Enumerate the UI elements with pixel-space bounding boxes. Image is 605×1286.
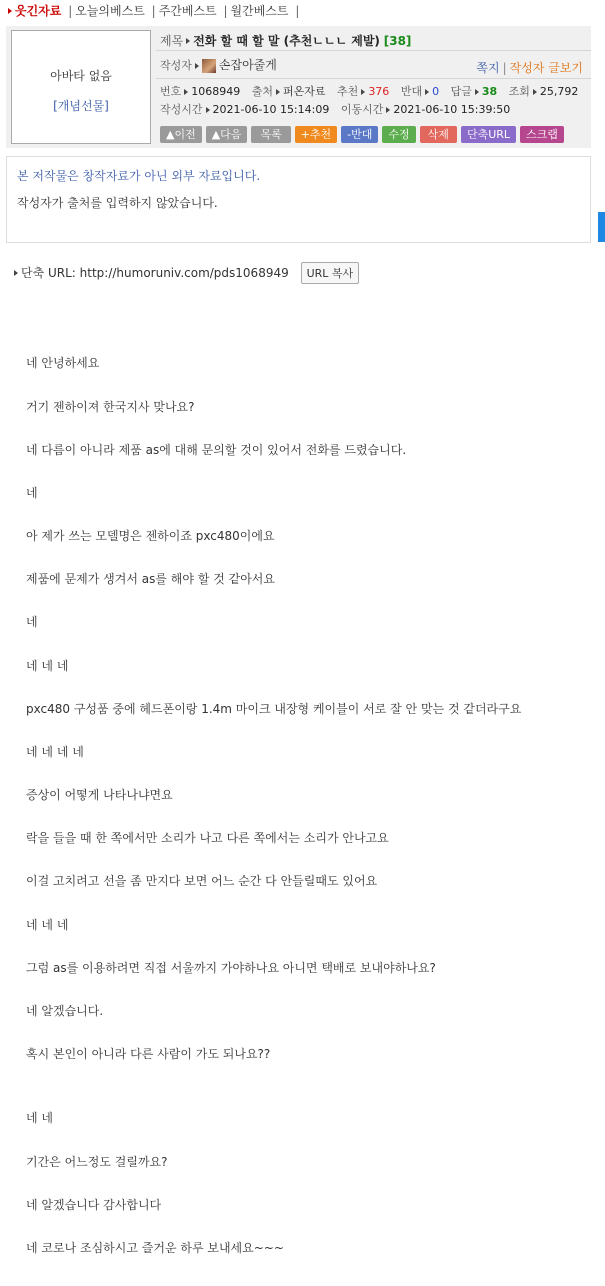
num-label: 번호	[160, 85, 182, 98]
opp-label: 반대	[400, 85, 423, 98]
link-separator: |	[502, 61, 507, 75]
delete-button[interactable]: 삭제	[420, 126, 457, 143]
writer-level-icon	[202, 59, 216, 73]
created-time: 2021-06-10 15:14:09	[212, 103, 330, 116]
body-line: 제품에 문제가 생겨서 as를 해야 할 것 같아서요	[26, 572, 275, 586]
body-line: 네 안녕하세요	[26, 356, 100, 370]
nav-separator: |	[223, 4, 228, 18]
nav-weekly-best[interactable]: 주간베스트	[158, 4, 217, 18]
notice-no-source: 작성자가 출처를 입력하지 않았습니다.	[17, 196, 218, 210]
body-line: 네 알겠습니다 감사합니다	[26, 1198, 162, 1212]
body-line: 네 네	[26, 1111, 53, 1125]
avatar	[11, 30, 151, 144]
reply-label: 답글	[450, 85, 472, 98]
arrow-icon	[533, 89, 537, 95]
body-line: 네 네 네	[26, 918, 69, 932]
oppose-button[interactable]: -반대	[341, 126, 378, 143]
nav-separator: |	[68, 4, 73, 18]
nav-monthly-best[interactable]: 월간베스트	[230, 4, 289, 18]
body-line: 네 코로나 조심하시고 즐거운 하루 보내세요~~~	[26, 1241, 284, 1255]
views-label: 조회	[508, 85, 530, 98]
post-info-box	[6, 26, 591, 148]
gift-link[interactable]: [개념선물]	[53, 99, 109, 113]
nav-separator: |	[295, 4, 300, 18]
post-title: 전화 할 때 할 말 (추천ㄴㄴㄴ 제발)	[193, 34, 380, 48]
arrow-icon	[186, 38, 190, 44]
arrow-icon	[475, 89, 479, 95]
body-line: 그럼 as를 이용하려면 직접 서울까지 가야하나요 아니면 택배로 보내야하나요?	[26, 961, 436, 975]
moved-time: 2021-06-10 15:39:50	[393, 103, 511, 116]
body-line: 증상이 어떻게 나타나냐면요	[26, 788, 173, 802]
post-number: 1068949	[191, 85, 241, 98]
divider	[156, 78, 591, 79]
arrow-icon	[361, 89, 365, 95]
body-line: 락을 들을 때 한 쪽에서만 소리가 나고 다른 쪽에서는 소리가 안나고요	[26, 831, 389, 845]
edit-button[interactable]: 수정	[382, 126, 415, 143]
body-line: 혹시 본인이 아니라 다른 사람이 가도 되나요??	[26, 1047, 271, 1061]
writer-links	[476, 59, 583, 76]
views-count: 25,792	[539, 85, 579, 98]
arrow-icon	[276, 89, 280, 95]
body-line: pxc480 구성품 중에 헤드폰이랑 1.4m 마이크 내장형 케이블이 서로 잘 안 맞는 것 같더라구요	[26, 702, 522, 716]
created-label: 작성시간	[160, 103, 203, 116]
arrow-icon	[14, 270, 18, 276]
rec-label: 추천	[337, 85, 359, 98]
url-copy-button[interactable]: URL 복사	[301, 262, 360, 284]
title-row	[160, 32, 411, 49]
top-nav	[8, 2, 302, 19]
body-line: 이걸 고치려고 선을 좀 만지다 보면 어느 순간 다 안들릴때도 있어요	[26, 874, 378, 888]
time-row	[160, 101, 510, 117]
divider	[156, 50, 591, 51]
arrow-icon	[386, 107, 390, 113]
scrap-button[interactable]: 스크랩	[520, 126, 564, 143]
writer-name[interactable]: 손잡아줄게	[218, 58, 277, 72]
arrow-icon	[195, 63, 199, 69]
opp-count: 0	[432, 85, 440, 98]
writer-row	[160, 56, 277, 73]
arrow-icon	[425, 89, 429, 95]
list-button[interactable]: 목록	[251, 126, 290, 143]
body-line: 네	[26, 615, 38, 629]
body-line: 네 다름이 아니라 제품 as에 대해 문의할 것이 있어서 전화를 드렸습니다.	[26, 443, 407, 457]
recommend-button[interactable]: +추천	[295, 126, 337, 143]
meta-row	[160, 83, 578, 99]
body-line: 네 네 네	[26, 659, 69, 673]
source-value: 퍼온자료	[283, 85, 326, 98]
short-url-row	[14, 262, 359, 284]
side-tab[interactable]	[598, 212, 605, 242]
next-button[interactable]: ▲다음	[206, 126, 248, 143]
moved-label: 이동시간	[340, 103, 384, 116]
title-label: 제목	[160, 34, 184, 48]
body-line: 네	[26, 486, 38, 500]
arrow-icon	[8, 8, 12, 14]
nav-separator: |	[151, 4, 156, 18]
body-line: 아 제가 쓰는 모델명은 젠하이죠 pxc480이에요	[26, 529, 275, 543]
nav-today-best[interactable]: 오늘의베스트	[75, 4, 145, 18]
arrow-icon	[184, 89, 188, 95]
prev-button[interactable]: ▲이전	[160, 126, 202, 143]
action-buttons	[160, 126, 568, 143]
source-notice	[6, 156, 591, 243]
short-url-button[interactable]: 단축URL	[461, 126, 516, 143]
reply-count: 38	[481, 85, 498, 98]
writer-label: 작성자	[160, 59, 192, 72]
arrow-icon	[206, 107, 210, 113]
short-url-text: 단축 URL: http://humoruniv.com/pds1068949	[21, 266, 289, 280]
body-line: 거기 젠하이져 한국지사 맞나요?	[26, 400, 195, 414]
notice-external: 본 저작물은 창작자료가 아닌 외부 자료입니다.	[17, 169, 261, 183]
source-label: 출처	[251, 85, 274, 98]
body-line: 네 네 네 네	[26, 745, 84, 759]
body-line: 기간은 어느정도 걸릴까요?	[26, 1155, 168, 1169]
nav-humor[interactable]: 웃긴자료	[15, 4, 62, 18]
message-link[interactable]: 쪽지	[476, 61, 500, 75]
comment-count[interactable]: [38]	[383, 34, 412, 48]
avatar-text: 아바타 없음	[50, 69, 112, 83]
writer-posts-link[interactable]: 작성자 글보기	[509, 61, 583, 75]
rec-count: 376	[368, 85, 390, 98]
body-line: 네 알겠습니다.	[26, 1004, 104, 1018]
